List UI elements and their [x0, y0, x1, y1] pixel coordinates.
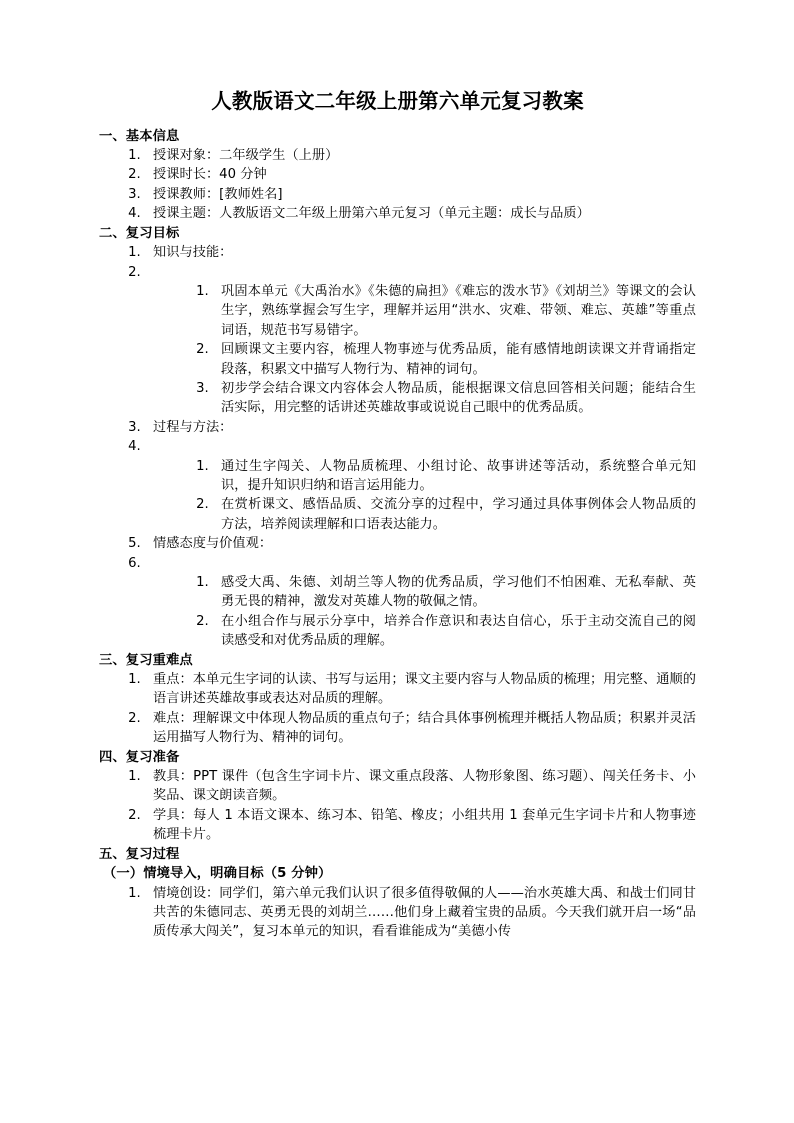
review-objectives-list-3 [99, 534, 696, 573]
review-objectives-list [99, 243, 696, 282]
list-item: 4. 授课主题：人教版语文二年级上册第六单元复习（单元主题：成长与品质） [145, 204, 696, 223]
list-item: 2. 学具：每人 1 本语文课本、练习本、铅笔、橡皮；小组共用 1 套单元生字词卡片和人物事迹梳理卡片。 [145, 806, 696, 845]
objective-group-spacer [145, 437, 696, 456]
knowledge-skills-sublist [99, 282, 696, 418]
list-item: 1. 通过生字闯关、人物品质梳理、小组讨论、故事讲述等活动，系统整合单元知识，提升知识归纳和语言运用能力。 [213, 457, 696, 496]
key-difficulties-list [99, 670, 696, 748]
review-objectives-list-2 [99, 418, 696, 457]
objective-group-label: 5. 情感态度与价值观： [145, 534, 696, 553]
section-heading-preparation: 四、复习准备 [99, 749, 180, 765]
list-item: 2. 在小组合作与展示分享中，培养合作意识和表达自信心，乐于主动交流自己的阅读感受和对优秀品质的理解。 [213, 612, 696, 651]
list-item: 1. 感受大禹、朱德、刘胡兰等人物的优秀品质，学习他们不怕困难、无私奉献、英勇无畏的精神，激发对英雄人物的敬佩之情。 [213, 573, 696, 612]
list-item: 1. 巩固本单元《大禹治水》《朱德的扁担》《难忘的泼水节》《刘胡兰》等课文的会认生字，熟练掌握会写生字，理解并运用“洪水、灾难、带领、难忘、英雄”等重点词语，规范书写易错字。 [213, 282, 696, 340]
section-heading-basic-info: 一、基本信息 [99, 128, 180, 144]
list-item: 1. 教具：PPT 课件（包含生字词卡片、课文重点段落、人物形象图、练习题）、闯关任务卡、小奖品、课文朗读音频。 [145, 767, 696, 806]
subsection-heading-situation-intro: （一）情境导入，明确目标（5 分钟） [103, 866, 332, 882]
basic-info-list [99, 146, 696, 224]
section-heading-review-process: 五、复习过程 [99, 846, 180, 862]
list-item: 2. 回顾课文主要内容，梳理人物事迹与优秀品质，能有感情地朗读课文并背诵指定段落，积累文中描写人物行为、精神的词句。 [213, 340, 696, 379]
objective-group-spacer [145, 263, 696, 282]
review-process-list [99, 884, 696, 942]
section-heading-review-objectives: 二、复习目标 [99, 225, 180, 241]
list-item: 3. 授课教师：[教师姓名] [145, 185, 696, 204]
list-item: 1. 情境创设：同学们，第六单元我们认识了很多值得敬佩的人——治水英雄大禹、和战士们同甘共苦的朱德同志、英勇无畏的刘胡兰……他们身上藏着宝贵的品质。今天我们就开启一场“品质传承大闯关”，复习本单元的知识，看看谁能成为“美德小传 [145, 884, 696, 942]
list-item: 1. 重点：本单元生字词的认读、书写与运用；课文主要内容与人物品质的梳理；用完整、通顺的语言讲述英雄故事或表达对品质的理解。 [145, 670, 696, 709]
objective-group-label: 3. 过程与方法： [145, 418, 696, 437]
objective-group-spacer [145, 554, 696, 573]
list-item: 2. 授课时长：40 分钟 [145, 165, 696, 184]
list-item: 3. 初步学会结合课文内容体会人物品质，能根据课文信息回答相关问题；能结合生活实际，用完整的话讲述英雄故事或说说自己眼中的优秀品质。 [213, 379, 696, 418]
process-methods-sublist [99, 457, 696, 535]
emotion-values-sublist [99, 573, 696, 651]
objective-group-label: 1. 知识与技能： [145, 243, 696, 262]
list-item: 2. 在赏析课文、感悟品质、交流分享的过程中，学习通过具体事例体会人物品质的方法，培养阅读理解和口语表达能力。 [213, 495, 696, 534]
list-item: 2. 难点：理解课文中体现人物品质的重点句子；结合具体事例梳理并概括人物品质；积累并灵活运用描写人物行为、精神的词句。 [145, 709, 696, 748]
page-title: 人教版语文二年级上册第六单元复习教案 [211, 89, 584, 113]
document-body [99, 88, 696, 942]
preparation-list [99, 767, 696, 845]
section-heading-key-difficulties: 三、复习重难点 [99, 652, 193, 668]
list-item: 1. 授课对象：二年级学生（上册） [145, 146, 696, 165]
